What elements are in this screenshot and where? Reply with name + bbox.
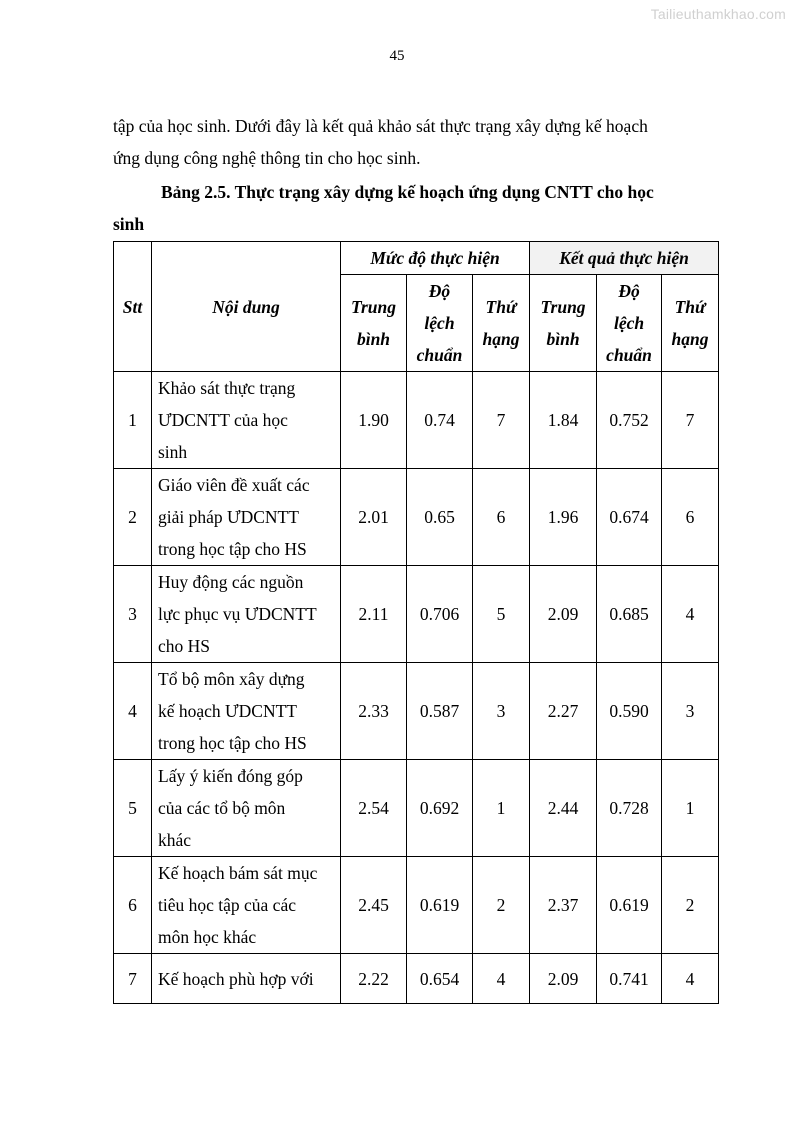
header-line: chuẩn bbox=[606, 345, 652, 365]
row-content bbox=[152, 469, 341, 566]
content-line: Kế hoạch phù hợp với bbox=[158, 968, 314, 989]
content-line: cho HS bbox=[158, 636, 211, 656]
row-content bbox=[152, 663, 341, 760]
row-m1: 1.90 bbox=[341, 372, 407, 469]
row-r1: 2 bbox=[473, 857, 530, 954]
row-m1: 2.22 bbox=[341, 954, 407, 1004]
row-r2: 6 bbox=[662, 469, 719, 566]
row-r1: 4 bbox=[473, 954, 530, 1004]
row-r1: 1 bbox=[473, 760, 530, 857]
row-stt: 5 bbox=[114, 760, 152, 857]
row-r2: 4 bbox=[662, 954, 719, 1004]
row-sd2: 0.674 bbox=[597, 469, 662, 566]
table-row bbox=[114, 566, 719, 663]
header-line: Trung bbox=[540, 297, 586, 317]
content-line: ƯDCNTT của học bbox=[158, 410, 288, 430]
content-line: tiêu học tập của các bbox=[158, 895, 296, 915]
header-line: chuẩn bbox=[416, 345, 463, 365]
row-r2: 1 bbox=[662, 760, 719, 857]
table-row bbox=[114, 372, 719, 469]
row-sd2: 0.619 bbox=[597, 857, 662, 954]
row-stt: 4 bbox=[114, 663, 152, 760]
header-line: Thứ bbox=[485, 297, 517, 317]
content-line: trong học tập cho HS bbox=[158, 539, 307, 559]
row-sd2: 0.741 bbox=[597, 954, 662, 1004]
row-m2: 2.37 bbox=[530, 857, 597, 954]
row-sd2: 0.752 bbox=[597, 372, 662, 469]
row-stt: 6 bbox=[114, 857, 152, 954]
row-m2: 1.96 bbox=[530, 469, 597, 566]
content-line: môn học khác bbox=[158, 927, 257, 947]
header-mean bbox=[530, 275, 597, 372]
content-line: Kế hoạch bám sát mục bbox=[158, 863, 318, 883]
row-m1: 2.45 bbox=[341, 857, 407, 954]
paragraph-line: tập của học sinh. Dưới đây là kết quả khảo sát thực trạng xây dựng kế hoạch bbox=[113, 116, 648, 136]
row-stt: 2 bbox=[114, 469, 152, 566]
header-line: lệch bbox=[613, 313, 645, 333]
row-r2: 3 bbox=[662, 663, 719, 760]
header-line: bình bbox=[546, 329, 580, 349]
header-line: Độ bbox=[428, 281, 451, 301]
row-sd1: 0.587 bbox=[407, 663, 473, 760]
header-line: Trung bbox=[350, 297, 397, 317]
row-r2: 7 bbox=[662, 372, 719, 469]
paragraph-line: ứng dụng công nghệ thông tin cho học sinh. bbox=[113, 148, 421, 168]
table-row bbox=[114, 954, 719, 1004]
content-line: sinh bbox=[158, 442, 188, 462]
content-line: của các tổ bộ môn bbox=[158, 798, 286, 818]
row-sd1: 0.706 bbox=[407, 566, 473, 663]
header-line: hạng bbox=[482, 329, 520, 349]
row-m1: 2.54 bbox=[341, 760, 407, 857]
header-content: Nội dung bbox=[152, 242, 341, 372]
body-paragraph bbox=[113, 110, 719, 174]
header-rank bbox=[662, 275, 719, 372]
header-line: bình bbox=[356, 329, 391, 349]
row-sd1: 0.692 bbox=[407, 760, 473, 857]
header-sd bbox=[407, 275, 473, 372]
header-mean bbox=[341, 275, 407, 372]
row-r1: 3 bbox=[473, 663, 530, 760]
row-r1: 5 bbox=[473, 566, 530, 663]
header-line: Độ bbox=[618, 281, 640, 301]
row-m2: 2.09 bbox=[530, 566, 597, 663]
content-line: kế hoạch ƯDCNTT bbox=[158, 701, 297, 721]
header-line: hạng bbox=[671, 329, 709, 349]
row-m1: 2.33 bbox=[341, 663, 407, 760]
table-caption bbox=[113, 176, 719, 240]
table-row bbox=[114, 760, 719, 857]
header-stt: Stt bbox=[114, 242, 152, 372]
content-line: Giáo viên đề xuất các bbox=[158, 475, 310, 495]
row-stt: 1 bbox=[114, 372, 152, 469]
row-sd2: 0.590 bbox=[597, 663, 662, 760]
content-line: khác bbox=[158, 830, 192, 850]
row-content bbox=[152, 760, 341, 857]
content-line: giải pháp ƯDCNTT bbox=[158, 507, 299, 527]
content-line: Tổ bộ môn xây dựng bbox=[158, 669, 305, 689]
row-r1: 6 bbox=[473, 469, 530, 566]
row-sd2: 0.685 bbox=[597, 566, 662, 663]
row-m2: 1.84 bbox=[530, 372, 597, 469]
results-table bbox=[113, 241, 719, 1004]
row-m2: 2.27 bbox=[530, 663, 597, 760]
header-group-level: Mức độ thực hiện bbox=[341, 242, 530, 275]
row-sd1: 0.74 bbox=[407, 372, 473, 469]
content-line: Lấy ý kiến đóng góp bbox=[158, 766, 303, 786]
table-row bbox=[114, 469, 719, 566]
row-content bbox=[152, 372, 341, 469]
page-number: 45 bbox=[389, 48, 405, 64]
row-sd1: 0.619 bbox=[407, 857, 473, 954]
row-stt: 3 bbox=[114, 566, 152, 663]
row-sd1: 0.65 bbox=[407, 469, 473, 566]
row-m1: 2.01 bbox=[341, 469, 407, 566]
row-m2: 2.44 bbox=[530, 760, 597, 857]
watermark: Tailieuthamkhao.com bbox=[650, 6, 786, 22]
header-sd bbox=[597, 275, 662, 372]
header-group-result: Kết quả thực hiện bbox=[530, 242, 719, 275]
header-line: lệch bbox=[424, 313, 455, 333]
row-m2: 2.09 bbox=[530, 954, 597, 1004]
content-line: trong học tập cho HS bbox=[158, 733, 307, 753]
header-line: Thứ bbox=[674, 297, 706, 317]
row-r1: 7 bbox=[473, 372, 530, 469]
row-r2: 2 bbox=[662, 857, 719, 954]
header-rank bbox=[473, 275, 530, 372]
table-row bbox=[114, 857, 719, 954]
caption-line: Bảng 2.5. Thực trạng xây dựng kế hoạch ứng dụng CNTT cho học bbox=[161, 182, 654, 202]
content-line: Huy động các nguồn bbox=[158, 572, 304, 592]
content-line: Khảo sát thực trạng bbox=[158, 378, 296, 398]
row-m1: 2.11 bbox=[341, 566, 407, 663]
row-content bbox=[152, 857, 341, 954]
row-stt: 7 bbox=[114, 954, 152, 1004]
content-line: lực phục vụ ƯDCNTT bbox=[158, 604, 317, 624]
caption-line: sinh bbox=[113, 214, 145, 234]
row-sd1: 0.654 bbox=[407, 954, 473, 1004]
table-row bbox=[114, 663, 719, 760]
row-content bbox=[152, 566, 341, 663]
row-sd2: 0.728 bbox=[597, 760, 662, 857]
row-r2: 4 bbox=[662, 566, 719, 663]
row-content bbox=[152, 954, 341, 1004]
